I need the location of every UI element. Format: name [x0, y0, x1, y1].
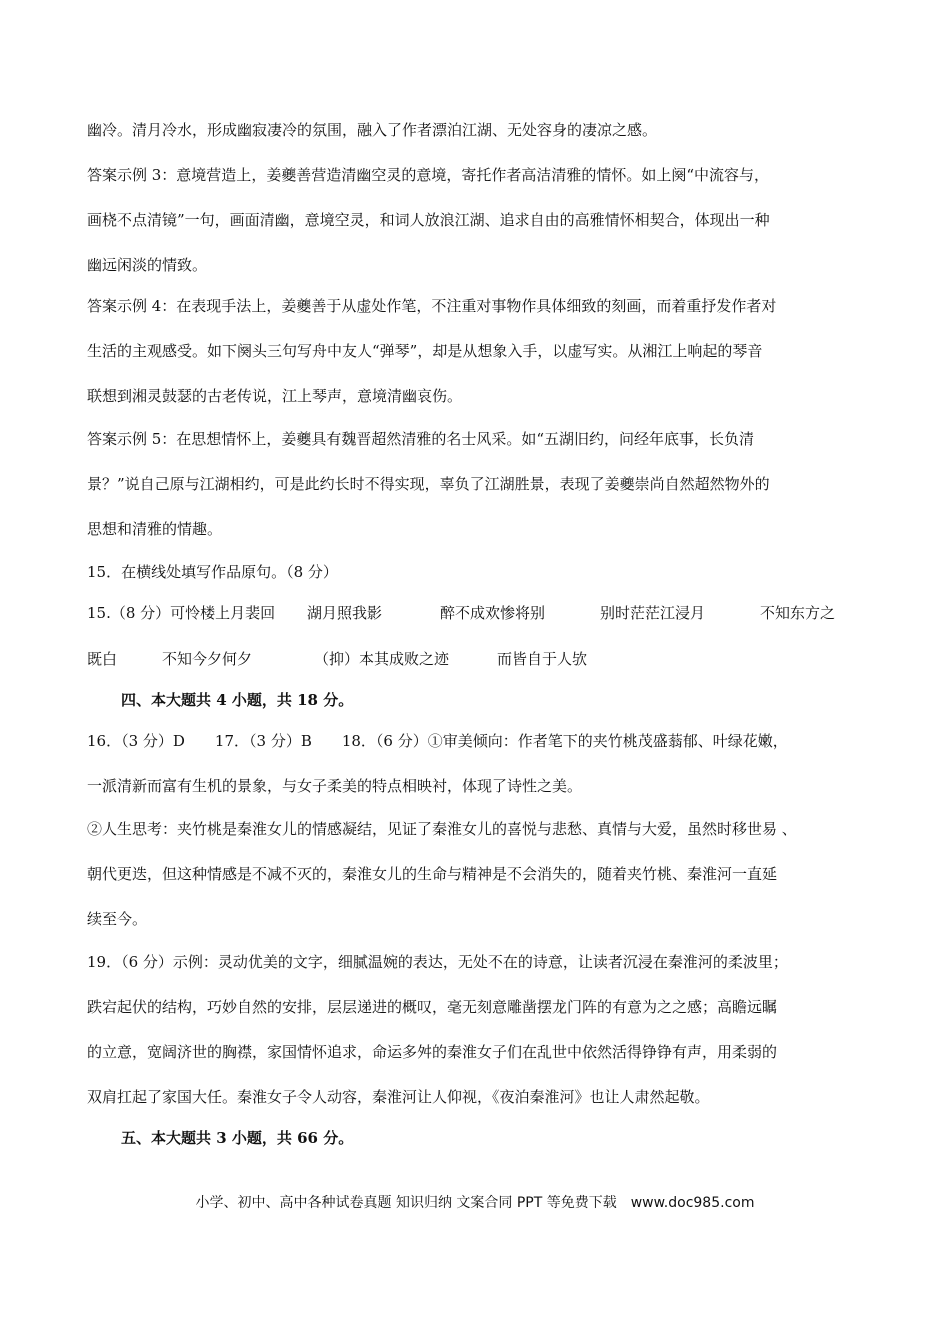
- answer-line: 幽冷。清月冷水，形成幽寂凄冷的氛围，融入了作者漂泊江湖、无处容身的凄凉之感。: [87, 121, 658, 139]
- answer-line: 答案示例 5：在思想情怀上，姜夔具有魏晋超然清雅的名士风采。如“五湖旧约，问经年底事，长负清: [87, 430, 754, 448]
- answer-line: 的立意，宽阔济世的胸襟，家国情怀追求，命运多舛的秦淮女子们在乱世中依然活得铮铮有声，用柔弱的: [87, 1043, 778, 1061]
- answer-line: 答案示例 4：在表现手法上，姜夔善于从虚处作笔，不注重对事物作具体细致的刻画，而着重抒发作者对: [87, 297, 777, 315]
- q15-answer: （抑）本其成败之迹: [314, 650, 450, 668]
- answer-line: 思想和清雅的情趣。: [87, 520, 223, 538]
- q15-answer: 醉不成欢惨将别: [440, 604, 546, 622]
- answer-line: 生活的主观感受。如下阕头三句写舟中友人“弹琴”，却是从想象入手，以虚写实。从湘江上响起的琴音: [87, 342, 763, 360]
- answer-line: ②人生思考：夹竹桃是秦淮女儿的情感凝结，见证了秦淮女儿的喜悦与悲愁、真情与大爱，虽然时移世易 、: [87, 820, 797, 838]
- question-15-prompt: 15．在横线处填写作品原句。（8 分）: [87, 563, 338, 581]
- answer-line: 16．（3 分）D 17．（3 分）B 18．（6 分）①审美倾向：作者笔下的夹竹桃茂盛蓊郁、叶绿花嫩，: [87, 732, 788, 750]
- answer-line: 一派清新而富有生机的景象，与女子柔美的特点相映衬，体现了诗性之美。: [87, 777, 583, 795]
- answer-line: 跌宕起伏的结构，巧妙自然的安排，层层递进的概叹，毫无刻意雕凿摆龙门阵的有意为之之感；高瞻远瞩: [87, 998, 778, 1016]
- q15-answer: 既白: [87, 650, 118, 668]
- q15-answers-row-1: [87, 603, 835, 623]
- q15-answer: 湖月照我影: [307, 604, 383, 622]
- answer-line: 朝代更迭，但这种情感是不减不灭的，秦淮女儿的生命与精神是不会消失的，随着夹竹桃、秦淮河一直延: [87, 865, 778, 883]
- section-4-heading: 四、本大题共 4 小题，共 18 分。: [121, 691, 354, 709]
- answer-line: 答案示例 3：意境营造上，姜夔善营造清幽空灵的意境，寄托作者高洁清雅的情怀。如上阕“中流容与，: [87, 166, 769, 184]
- section-5-heading: 五、本大题共 3 小题，共 66 分。: [121, 1129, 354, 1147]
- q15-answer: 15.（8 分）可怜楼上月裴回: [87, 604, 276, 622]
- answer-line: 画桡不点清镜”一句，画面清幽，意境空灵，和词人放浪江湖、追求自由的高雅情怀相契合，体现出一种: [87, 211, 770, 229]
- q15-answer: 不知今夕何夕: [162, 650, 253, 668]
- answer-line: 19．（6 分）示例：灵动优美的文字，细腻温婉的表达，无处不在的诗意，让读者沉浸在秦淮河的柔波里；: [87, 953, 788, 971]
- answer-line: 景？”说自己原与江湖相约，可是此约长时不得实现，辜负了江湖胜景，表现了姜夔崇尚自然超然物外的: [87, 475, 770, 493]
- answer-line: 续至今。: [87, 910, 148, 928]
- answer-line: 联想到湘灵鼓瑟的古老传说，江上琴声，意境清幽哀伤。: [87, 387, 463, 405]
- q15-answer: 不知东方之: [760, 604, 836, 622]
- page-footer: 小学、初中、高中各种试卷真题 知识归纳 文案合同 PPT 等免费下载 www.doc985.com: [195, 1195, 755, 1211]
- answer-line: 幽远闲淡的情致。: [87, 256, 208, 274]
- answer-line: 双肩扛起了家国大任。秦淮女子令人动容，秦淮河让人仰视，《夜泊秦淮河》也让人肃然起敬。: [87, 1088, 710, 1106]
- q15-answer: 而皆自于人欤: [497, 650, 588, 668]
- q15-answers-row-2: [87, 649, 587, 669]
- q15-answer: 别时茫茫江浸月: [600, 604, 706, 622]
